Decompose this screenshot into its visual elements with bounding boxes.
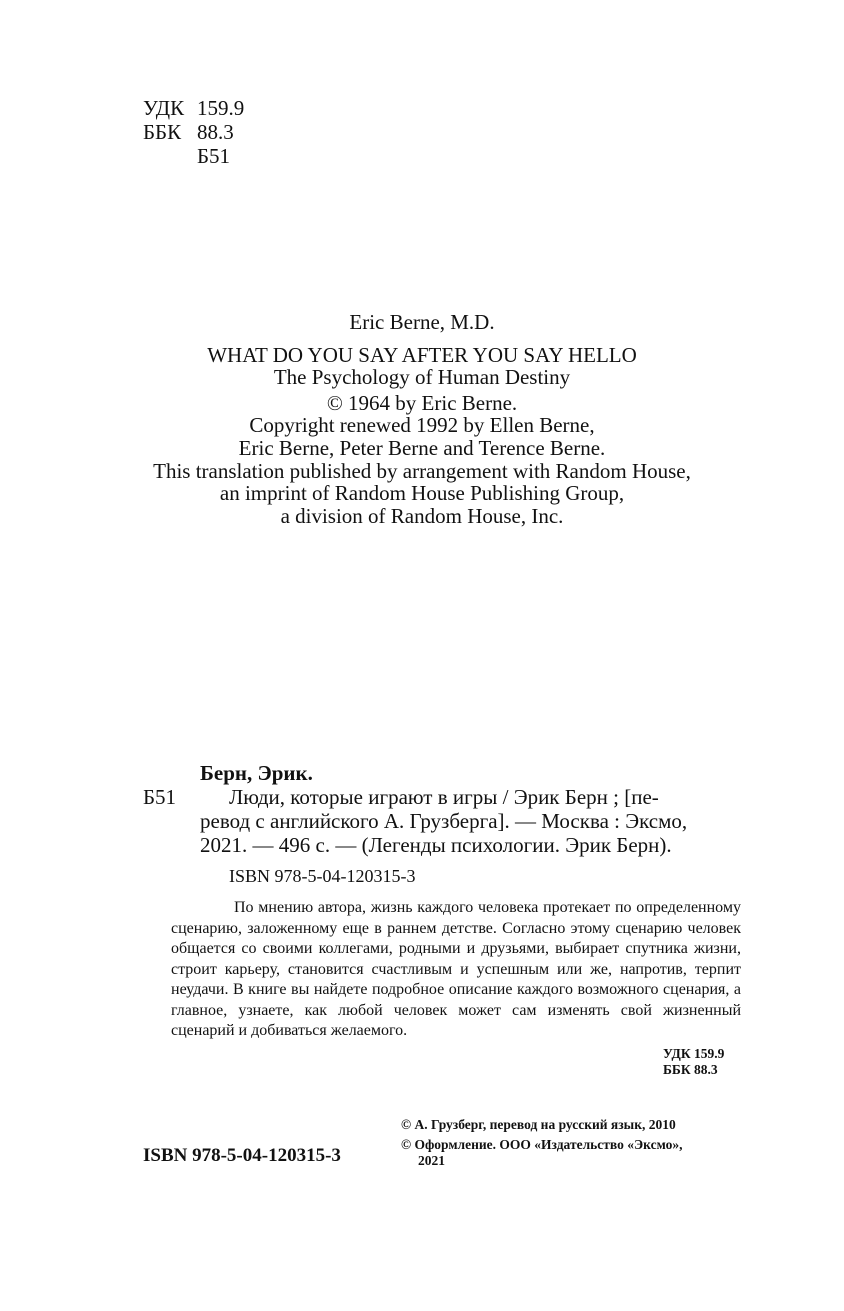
udk-bottom: УДК 159.9: [663, 1046, 725, 1061]
udk-line: [143, 96, 244, 120]
copyright-line: © 1964 by Eric Berne.: [326, 390, 518, 415]
record-isbn: ISBN 978-5-04-120315-3: [229, 866, 416, 886]
author-mark-record: Б51: [143, 785, 177, 809]
copyright-line: an imprint of Random House Publishing Group,: [219, 481, 625, 506]
record-heading: Берн, Эрик.: [200, 761, 313, 785]
original-title: WHAT DO YOU SAY AFTER YOU SAY HELLO: [207, 342, 637, 367]
footer-copyright-translation: © А. Грузберг, перевод на русский язык, 2010: [401, 1117, 676, 1132]
udk-label: УДК: [143, 96, 185, 120]
copyright-line: Eric Berne, Peter Berne and Terence Berne.: [238, 435, 606, 460]
bbk-label: ББК: [143, 120, 182, 144]
copyright-line: This translation published by arrangement with Random House,: [153, 458, 691, 483]
footer-copyright-design: © Оформление. ООО «Издательство «Эксмо»,: [401, 1137, 683, 1152]
record-description-line: Люди, которые играют в игры / Эрик Берн ; [пе-: [229, 785, 659, 809]
bbk-value: 88.3: [197, 120, 234, 144]
udk-value: 159.9: [197, 96, 245, 120]
copyright-line: a division of Random House, Inc.: [280, 503, 564, 528]
footer-isbn: ISBN 978-5-04-120315-3: [143, 1145, 341, 1166]
author-mark-top: Б51: [197, 144, 231, 168]
record-description-line: ревод с английского А. Грузберга]. — Москва : Эксмо,: [200, 809, 688, 833]
original-subtitle: The Psychology of Human Destiny: [273, 365, 571, 390]
annotation: По мнению автора, жизнь каждого человека протекает по определенному сценарию, заложенному еще в раннем детстве. Согласно этому сценарию человек общается со своими коллегами, родными и друзьями, выбирает спутника жизни, строит карьеру, становится счастливым и успешным или же, напротив, терпит неудачи. В книге вы найдете подробное описание каждого возможного сценария, а главное, узнаете, как любой человек может сам изменять свой жизненный сценарий и добиваться желаемого.: [171, 899, 741, 1039]
original-edition-block: [0, 311, 844, 527]
copyright-line: Copyright renewed 1992 by Ellen Berne,: [249, 413, 595, 438]
bbk-line: [143, 120, 234, 144]
footer-copyright-year: 2021: [418, 1153, 445, 1168]
original-author: Eric Berne, M.D.: [349, 310, 495, 334]
bbk-bottom: ББК 88.3: [663, 1062, 718, 1077]
record-description-line: 2021. — 496 с. — (Легенды психологии. Эрик Берн).: [200, 833, 672, 857]
